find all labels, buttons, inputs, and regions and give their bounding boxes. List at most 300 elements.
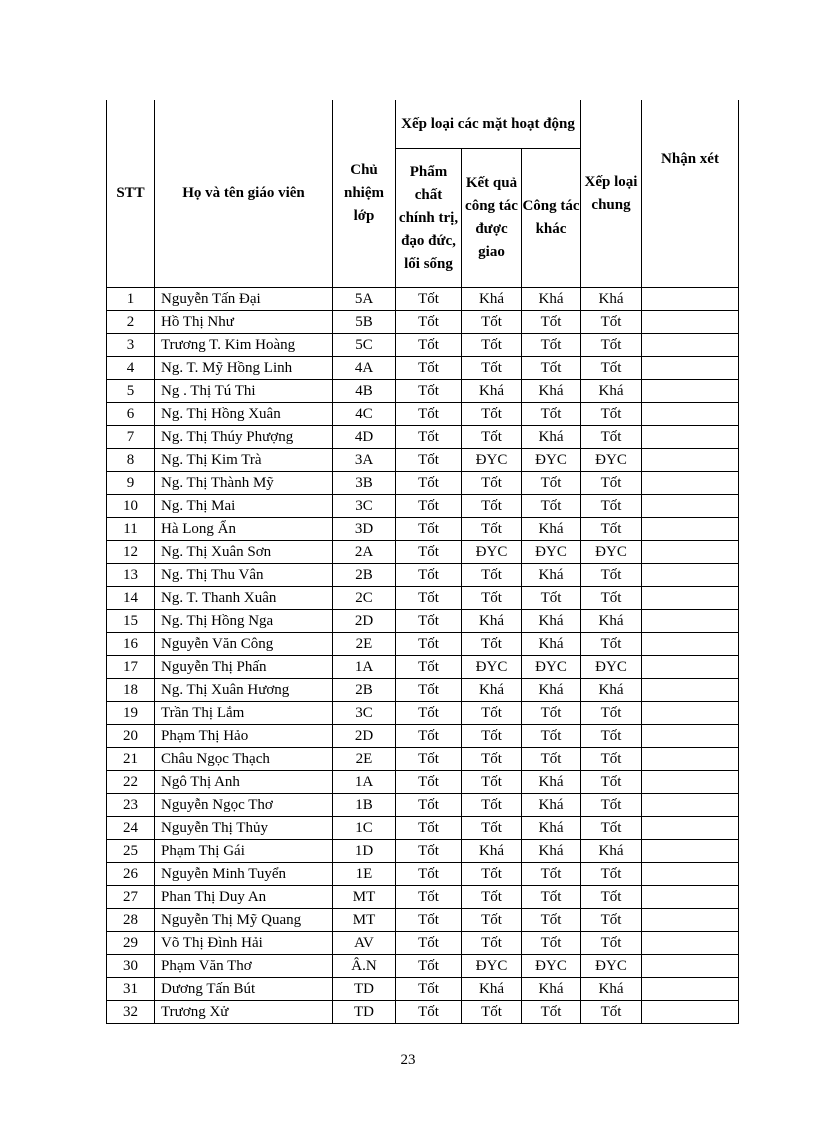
table-row bbox=[107, 610, 739, 633]
header-other-work: Công tác khác bbox=[522, 149, 581, 288]
table-row bbox=[107, 771, 739, 794]
header-comment: Nhận xét bbox=[642, 100, 739, 288]
cell-assigned-work-result: Tốt bbox=[462, 403, 522, 426]
cell-overall-rating: Tốt bbox=[581, 334, 642, 357]
header-teacher-name: Họ và tên giáo viên bbox=[155, 100, 333, 288]
table-row bbox=[107, 472, 739, 495]
cell-stt: 7 bbox=[107, 426, 155, 449]
cell-overall-rating: Tốt bbox=[581, 587, 642, 610]
cell-teacher-name: Nguyễn Minh Tuyển bbox=[155, 863, 333, 886]
cell-teacher-name: Ng. Thị Mai bbox=[155, 495, 333, 518]
cell-overall-rating: Tốt bbox=[581, 495, 642, 518]
cell-homeroom-class: 5B bbox=[333, 311, 396, 334]
cell-assigned-work-result: ĐYC bbox=[462, 656, 522, 679]
cell-homeroom-class: 4D bbox=[333, 426, 396, 449]
cell-teacher-name: Ng. Thị Thu Vân bbox=[155, 564, 333, 587]
cell-comment bbox=[642, 794, 739, 817]
cell-teacher-name: Phan Thị Duy An bbox=[155, 886, 333, 909]
cell-teacher-name: Trương Xử bbox=[155, 1001, 333, 1024]
table-row bbox=[107, 840, 739, 863]
table-row bbox=[107, 817, 739, 840]
cell-overall-rating: Khá bbox=[581, 978, 642, 1001]
table-row bbox=[107, 702, 739, 725]
cell-overall-rating: Tốt bbox=[581, 426, 642, 449]
cell-other-work: Khá bbox=[522, 978, 581, 1001]
cell-other-work: Khá bbox=[522, 794, 581, 817]
cell-homeroom-class: 2B bbox=[333, 679, 396, 702]
table-row bbox=[107, 357, 739, 380]
cell-stt: 11 bbox=[107, 518, 155, 541]
cell-stt: 17 bbox=[107, 656, 155, 679]
cell-teacher-name: Nguyễn Thị Mỹ Quang bbox=[155, 909, 333, 932]
cell-comment bbox=[642, 725, 739, 748]
cell-political-quality: Tốt bbox=[396, 656, 462, 679]
cell-homeroom-class: 4A bbox=[333, 357, 396, 380]
cell-comment bbox=[642, 311, 739, 334]
cell-assigned-work-result: Tốt bbox=[462, 748, 522, 771]
cell-comment bbox=[642, 288, 739, 311]
cell-political-quality: Tốt bbox=[396, 817, 462, 840]
cell-homeroom-class: 3B bbox=[333, 472, 396, 495]
cell-comment bbox=[642, 610, 739, 633]
cell-overall-rating: Tốt bbox=[581, 702, 642, 725]
cell-stt: 6 bbox=[107, 403, 155, 426]
cell-overall-rating: ĐYC bbox=[581, 656, 642, 679]
cell-stt: 9 bbox=[107, 472, 155, 495]
cell-political-quality: Tốt bbox=[396, 886, 462, 909]
cell-political-quality: Tốt bbox=[396, 449, 462, 472]
cell-overall-rating: Tốt bbox=[581, 472, 642, 495]
cell-stt: 12 bbox=[107, 541, 155, 564]
cell-assigned-work-result: Tốt bbox=[462, 633, 522, 656]
cell-overall-rating: Tốt bbox=[581, 1001, 642, 1024]
cell-other-work: Tốt bbox=[522, 932, 581, 955]
cell-stt: 30 bbox=[107, 955, 155, 978]
cell-political-quality: Tốt bbox=[396, 472, 462, 495]
cell-teacher-name: Châu Ngọc Thạch bbox=[155, 748, 333, 771]
cell-political-quality: Tốt bbox=[396, 311, 462, 334]
cell-teacher-name: Dương Tấn Bút bbox=[155, 978, 333, 1001]
cell-homeroom-class: 2D bbox=[333, 610, 396, 633]
cell-overall-rating: Khá bbox=[581, 840, 642, 863]
cell-stt: 31 bbox=[107, 978, 155, 1001]
cell-overall-rating: Tốt bbox=[581, 748, 642, 771]
cell-other-work: ĐYC bbox=[522, 656, 581, 679]
cell-stt: 22 bbox=[107, 771, 155, 794]
cell-comment bbox=[642, 702, 739, 725]
cell-assigned-work-result: Tốt bbox=[462, 817, 522, 840]
cell-overall-rating: Tốt bbox=[581, 771, 642, 794]
cell-stt: 2 bbox=[107, 311, 155, 334]
cell-overall-rating: Tốt bbox=[581, 725, 642, 748]
table-row bbox=[107, 633, 739, 656]
cell-homeroom-class: Â.N bbox=[333, 955, 396, 978]
table-row bbox=[107, 288, 739, 311]
cell-other-work: Khá bbox=[522, 840, 581, 863]
cell-overall-rating: Tốt bbox=[581, 311, 642, 334]
cell-teacher-name: Ng. Thị Xuân Hương bbox=[155, 679, 333, 702]
cell-homeroom-class: 3C bbox=[333, 495, 396, 518]
cell-stt: 10 bbox=[107, 495, 155, 518]
cell-political-quality: Tốt bbox=[396, 495, 462, 518]
cell-overall-rating: Khá bbox=[581, 288, 642, 311]
cell-teacher-name: Ng. T. Thanh Xuân bbox=[155, 587, 333, 610]
cell-homeroom-class: MT bbox=[333, 909, 396, 932]
cell-other-work: Khá bbox=[522, 426, 581, 449]
cell-homeroom-class: 4B bbox=[333, 380, 396, 403]
cell-stt: 4 bbox=[107, 357, 155, 380]
cell-homeroom-class: 2E bbox=[333, 633, 396, 656]
cell-homeroom-class: 5C bbox=[333, 334, 396, 357]
cell-comment bbox=[642, 518, 739, 541]
cell-comment bbox=[642, 886, 739, 909]
cell-political-quality: Tốt bbox=[396, 564, 462, 587]
header-homeroom-class: Chủ nhiệm lớp bbox=[333, 100, 396, 288]
cell-homeroom-class: 3D bbox=[333, 518, 396, 541]
cell-political-quality: Tốt bbox=[396, 978, 462, 1001]
cell-teacher-name: Nguyễn Thị Thủy bbox=[155, 817, 333, 840]
cell-stt: 21 bbox=[107, 748, 155, 771]
cell-teacher-name: Ng . Thị Tú Thi bbox=[155, 380, 333, 403]
cell-assigned-work-result: ĐYC bbox=[462, 449, 522, 472]
cell-overall-rating: ĐYC bbox=[581, 541, 642, 564]
cell-comment bbox=[642, 564, 739, 587]
cell-homeroom-class: 2E bbox=[333, 748, 396, 771]
cell-assigned-work-result: Khá bbox=[462, 679, 522, 702]
cell-comment bbox=[642, 541, 739, 564]
cell-assigned-work-result: Tốt bbox=[462, 702, 522, 725]
cell-other-work: ĐYC bbox=[522, 541, 581, 564]
cell-other-work: Khá bbox=[522, 771, 581, 794]
cell-comment bbox=[642, 403, 739, 426]
cell-stt: 26 bbox=[107, 863, 155, 886]
cell-assigned-work-result: Tốt bbox=[462, 886, 522, 909]
cell-other-work: Khá bbox=[522, 817, 581, 840]
cell-political-quality: Tốt bbox=[396, 771, 462, 794]
cell-comment bbox=[642, 932, 739, 955]
cell-teacher-name: Ng. Thị Thúy Phượng bbox=[155, 426, 333, 449]
cell-stt: 16 bbox=[107, 633, 155, 656]
teacher-evaluation-table-container bbox=[106, 100, 738, 1024]
cell-teacher-name: Nguyễn Văn Công bbox=[155, 633, 333, 656]
cell-stt: 1 bbox=[107, 288, 155, 311]
header-overall-rating: Xếp loại chung bbox=[581, 100, 642, 288]
cell-homeroom-class: 2D bbox=[333, 725, 396, 748]
cell-assigned-work-result: Tốt bbox=[462, 794, 522, 817]
cell-stt: 18 bbox=[107, 679, 155, 702]
cell-overall-rating: Tốt bbox=[581, 909, 642, 932]
cell-assigned-work-result: Khá bbox=[462, 978, 522, 1001]
cell-other-work: Khá bbox=[522, 679, 581, 702]
cell-teacher-name: Ng. Thị Thành Mỹ bbox=[155, 472, 333, 495]
table-row bbox=[107, 587, 739, 610]
table-row bbox=[107, 748, 739, 771]
cell-other-work: Tốt bbox=[522, 863, 581, 886]
cell-stt: 14 bbox=[107, 587, 155, 610]
cell-other-work: Tốt bbox=[522, 357, 581, 380]
header-activity-group: Xếp loại các mặt hoạt động bbox=[396, 100, 581, 149]
cell-assigned-work-result: Tốt bbox=[462, 334, 522, 357]
cell-assigned-work-result: Tốt bbox=[462, 909, 522, 932]
cell-political-quality: Tốt bbox=[396, 840, 462, 863]
cell-assigned-work-result: Tốt bbox=[462, 518, 522, 541]
cell-stt: 28 bbox=[107, 909, 155, 932]
cell-political-quality: Tốt bbox=[396, 955, 462, 978]
cell-teacher-name: Ng. Thị Xuân Sơn bbox=[155, 541, 333, 564]
cell-homeroom-class: 1B bbox=[333, 794, 396, 817]
cell-teacher-name: Phạm Văn Thơ bbox=[155, 955, 333, 978]
cell-political-quality: Tốt bbox=[396, 541, 462, 564]
cell-other-work: ĐYC bbox=[522, 955, 581, 978]
cell-political-quality: Tốt bbox=[396, 357, 462, 380]
cell-teacher-name: Ng. T. Mỹ Hồng Linh bbox=[155, 357, 333, 380]
cell-political-quality: Tốt bbox=[396, 403, 462, 426]
cell-assigned-work-result: Tốt bbox=[462, 472, 522, 495]
cell-political-quality: Tốt bbox=[396, 794, 462, 817]
cell-homeroom-class: AV bbox=[333, 932, 396, 955]
teacher-evaluation-table bbox=[106, 100, 739, 1024]
cell-other-work: Tốt bbox=[522, 702, 581, 725]
table-row bbox=[107, 426, 739, 449]
table-body bbox=[107, 288, 739, 1024]
cell-comment bbox=[642, 633, 739, 656]
cell-comment bbox=[642, 748, 739, 771]
cell-other-work: Tốt bbox=[522, 403, 581, 426]
cell-political-quality: Tốt bbox=[396, 587, 462, 610]
cell-other-work: Tốt bbox=[522, 311, 581, 334]
cell-assigned-work-result: Tốt bbox=[462, 564, 522, 587]
cell-assigned-work-result: Tốt bbox=[462, 771, 522, 794]
cell-comment bbox=[642, 449, 739, 472]
cell-comment bbox=[642, 840, 739, 863]
cell-comment bbox=[642, 426, 739, 449]
cell-stt: 32 bbox=[107, 1001, 155, 1024]
cell-comment bbox=[642, 863, 739, 886]
cell-teacher-name: Trương T. Kim Hoàng bbox=[155, 334, 333, 357]
table-row bbox=[107, 679, 739, 702]
cell-comment bbox=[642, 656, 739, 679]
cell-stt: 19 bbox=[107, 702, 155, 725]
cell-political-quality: Tốt bbox=[396, 679, 462, 702]
cell-other-work: ĐYC bbox=[522, 449, 581, 472]
cell-political-quality: Tốt bbox=[396, 380, 462, 403]
cell-assigned-work-result: Tốt bbox=[462, 357, 522, 380]
cell-comment bbox=[642, 380, 739, 403]
cell-assigned-work-result: ĐYC bbox=[462, 955, 522, 978]
cell-overall-rating: Tốt bbox=[581, 794, 642, 817]
cell-teacher-name: Phạm Thị Gái bbox=[155, 840, 333, 863]
cell-other-work: Tốt bbox=[522, 587, 581, 610]
cell-comment bbox=[642, 978, 739, 1001]
cell-homeroom-class: TD bbox=[333, 978, 396, 1001]
cell-homeroom-class: 2B bbox=[333, 564, 396, 587]
cell-other-work: Khá bbox=[522, 518, 581, 541]
table-row bbox=[107, 932, 739, 955]
cell-political-quality: Tốt bbox=[396, 932, 462, 955]
cell-teacher-name: Nguyễn Ngọc Thơ bbox=[155, 794, 333, 817]
cell-overall-rating: ĐYC bbox=[581, 955, 642, 978]
cell-stt: 8 bbox=[107, 449, 155, 472]
cell-homeroom-class: 4C bbox=[333, 403, 396, 426]
cell-stt: 27 bbox=[107, 886, 155, 909]
cell-other-work: Khá bbox=[522, 610, 581, 633]
cell-comment bbox=[642, 771, 739, 794]
cell-other-work: Tốt bbox=[522, 909, 581, 932]
cell-other-work: Khá bbox=[522, 633, 581, 656]
cell-political-quality: Tốt bbox=[396, 725, 462, 748]
cell-political-quality: Tốt bbox=[396, 1001, 462, 1024]
cell-homeroom-class: 5A bbox=[333, 288, 396, 311]
cell-homeroom-class: 1A bbox=[333, 771, 396, 794]
cell-political-quality: Tốt bbox=[396, 426, 462, 449]
cell-political-quality: Tốt bbox=[396, 909, 462, 932]
cell-comment bbox=[642, 357, 739, 380]
cell-overall-rating: Tốt bbox=[581, 564, 642, 587]
cell-other-work: Tốt bbox=[522, 748, 581, 771]
cell-homeroom-class: 2A bbox=[333, 541, 396, 564]
table-row bbox=[107, 449, 739, 472]
table-row bbox=[107, 403, 739, 426]
cell-political-quality: Tốt bbox=[396, 633, 462, 656]
cell-comment bbox=[642, 495, 739, 518]
cell-overall-rating: Tốt bbox=[581, 518, 642, 541]
cell-assigned-work-result: Khá bbox=[462, 840, 522, 863]
cell-political-quality: Tốt bbox=[396, 610, 462, 633]
table-row bbox=[107, 518, 739, 541]
cell-stt: 23 bbox=[107, 794, 155, 817]
cell-political-quality: Tốt bbox=[396, 748, 462, 771]
cell-assigned-work-result: Tốt bbox=[462, 426, 522, 449]
header-political-quality: Phẩm chất chính trị, đạo đức, lối sống bbox=[396, 149, 462, 288]
page-number: 23 bbox=[400, 1052, 416, 1068]
cell-political-quality: Tốt bbox=[396, 518, 462, 541]
cell-overall-rating: Tốt bbox=[581, 357, 642, 380]
cell-comment bbox=[642, 1001, 739, 1024]
cell-teacher-name: Võ Thị Đình Hải bbox=[155, 932, 333, 955]
cell-stt: 24 bbox=[107, 817, 155, 840]
cell-homeroom-class: 2C bbox=[333, 587, 396, 610]
cell-overall-rating: Khá bbox=[581, 679, 642, 702]
cell-homeroom-class: TD bbox=[333, 1001, 396, 1024]
table-row bbox=[107, 311, 739, 334]
table-row bbox=[107, 1001, 739, 1024]
cell-assigned-work-result: Khá bbox=[462, 288, 522, 311]
table-row bbox=[107, 541, 739, 564]
cell-comment bbox=[642, 472, 739, 495]
cell-other-work: Tốt bbox=[522, 495, 581, 518]
cell-assigned-work-result: Tốt bbox=[462, 1001, 522, 1024]
cell-comment bbox=[642, 679, 739, 702]
cell-other-work: Tốt bbox=[522, 886, 581, 909]
cell-homeroom-class: 1A bbox=[333, 656, 396, 679]
cell-stt: 20 bbox=[107, 725, 155, 748]
cell-teacher-name: Phạm Thị Hảo bbox=[155, 725, 333, 748]
header-stt: STT bbox=[107, 100, 155, 288]
table-row bbox=[107, 909, 739, 932]
cell-overall-rating: Tốt bbox=[581, 817, 642, 840]
cell-assigned-work-result: ĐYC bbox=[462, 541, 522, 564]
cell-teacher-name: Hà Long Ẩn bbox=[155, 518, 333, 541]
cell-comment bbox=[642, 955, 739, 978]
cell-teacher-name: Hồ Thị Như bbox=[155, 311, 333, 334]
cell-teacher-name: Nguyễn Tấn Đại bbox=[155, 288, 333, 311]
cell-assigned-work-result: Tốt bbox=[462, 495, 522, 518]
cell-other-work: Tốt bbox=[522, 1001, 581, 1024]
cell-other-work: Tốt bbox=[522, 725, 581, 748]
cell-overall-rating: Khá bbox=[581, 610, 642, 633]
cell-political-quality: Tốt bbox=[396, 702, 462, 725]
table-row bbox=[107, 886, 739, 909]
cell-homeroom-class: 1D bbox=[333, 840, 396, 863]
cell-overall-rating: Tốt bbox=[581, 403, 642, 426]
cell-stt: 5 bbox=[107, 380, 155, 403]
cell-teacher-name: Ng. Thị Hồng Xuân bbox=[155, 403, 333, 426]
cell-assigned-work-result: Tốt bbox=[462, 932, 522, 955]
cell-other-work: Khá bbox=[522, 564, 581, 587]
cell-overall-rating: Khá bbox=[581, 380, 642, 403]
cell-comment bbox=[642, 817, 739, 840]
cell-political-quality: Tốt bbox=[396, 288, 462, 311]
cell-stt: 3 bbox=[107, 334, 155, 357]
cell-other-work: Khá bbox=[522, 380, 581, 403]
cell-overall-rating: Tốt bbox=[581, 863, 642, 886]
cell-political-quality: Tốt bbox=[396, 863, 462, 886]
cell-assigned-work-result: Khá bbox=[462, 380, 522, 403]
cell-teacher-name: Trần Thị Lắm bbox=[155, 702, 333, 725]
cell-homeroom-class: 1C bbox=[333, 817, 396, 840]
table-row bbox=[107, 863, 739, 886]
table-row bbox=[107, 656, 739, 679]
cell-homeroom-class: 3C bbox=[333, 702, 396, 725]
table-row bbox=[107, 564, 739, 587]
cell-teacher-name: Nguyễn Thị Phấn bbox=[155, 656, 333, 679]
table-row bbox=[107, 978, 739, 1001]
cell-political-quality: Tốt bbox=[396, 334, 462, 357]
cell-other-work: Tốt bbox=[522, 472, 581, 495]
cell-stt: 13 bbox=[107, 564, 155, 587]
table-row bbox=[107, 334, 739, 357]
table-row bbox=[107, 725, 739, 748]
cell-overall-rating: Tốt bbox=[581, 886, 642, 909]
cell-overall-rating: Tốt bbox=[581, 633, 642, 656]
cell-stt: 15 bbox=[107, 610, 155, 633]
table-row bbox=[107, 380, 739, 403]
cell-stt: 29 bbox=[107, 932, 155, 955]
table-row bbox=[107, 794, 739, 817]
cell-other-work: Khá bbox=[522, 288, 581, 311]
header-assigned-work-result: Kết quả công tác được giao bbox=[462, 149, 522, 288]
cell-assigned-work-result: Tốt bbox=[462, 311, 522, 334]
table-row bbox=[107, 495, 739, 518]
cell-assigned-work-result: Tốt bbox=[462, 725, 522, 748]
table-row bbox=[107, 955, 739, 978]
cell-overall-rating: ĐYC bbox=[581, 449, 642, 472]
cell-homeroom-class: 3A bbox=[333, 449, 396, 472]
cell-homeroom-class: MT bbox=[333, 886, 396, 909]
cell-other-work: Tốt bbox=[522, 334, 581, 357]
cell-homeroom-class: 1E bbox=[333, 863, 396, 886]
cell-teacher-name: Ng. Thị Hồng Nga bbox=[155, 610, 333, 633]
cell-comment bbox=[642, 909, 739, 932]
cell-assigned-work-result: Tốt bbox=[462, 587, 522, 610]
cell-stt: 25 bbox=[107, 840, 155, 863]
cell-assigned-work-result: Tốt bbox=[462, 863, 522, 886]
cell-comment bbox=[642, 587, 739, 610]
cell-teacher-name: Ng. Thị Kim Trà bbox=[155, 449, 333, 472]
cell-teacher-name: Ngô Thị Anh bbox=[155, 771, 333, 794]
cell-assigned-work-result: Khá bbox=[462, 610, 522, 633]
cell-overall-rating: Tốt bbox=[581, 932, 642, 955]
